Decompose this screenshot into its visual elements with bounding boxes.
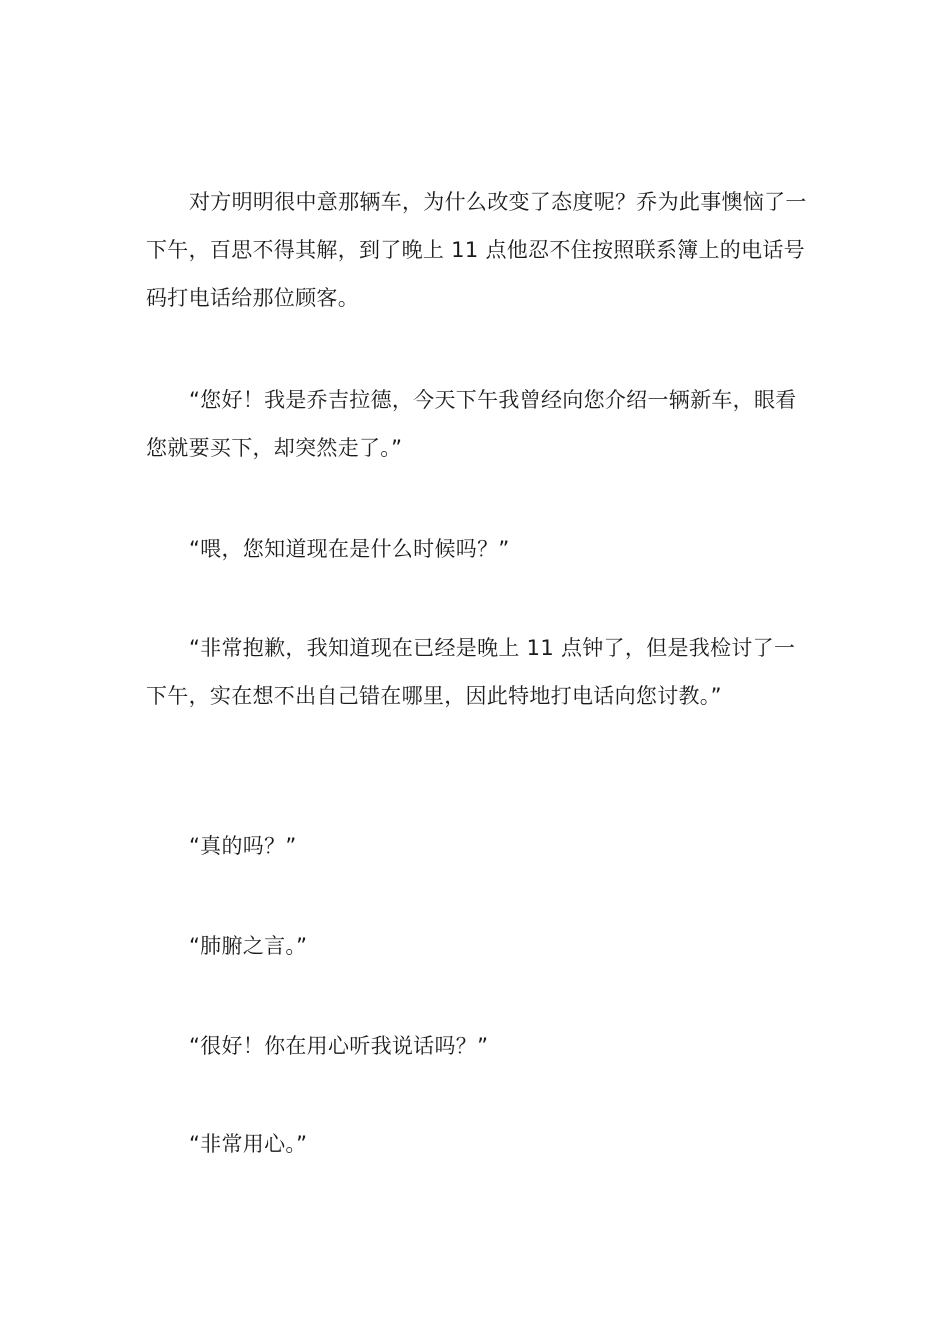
- paragraph-dialogue: “肺腑之言。”: [189, 934, 308, 958]
- paragraph-dialogue: “非常用心。”: [189, 1132, 308, 1156]
- paragraph-dialogue: “很好！你在用心听我说话吗？”: [189, 1034, 489, 1058]
- paragraph-dialogue: “您好！我是乔吉拉德，今天下午我曾经向您介绍一辆新车，眼看您就要买下，却突然走了。”: [146, 388, 797, 460]
- paragraph-dialogue: “喂，您知道现在是什么时候吗？”: [189, 537, 510, 561]
- paragraph-dialogue: “真的吗？”: [189, 834, 297, 858]
- paragraph-narration: 对方明明很中意那辆车，为什么改变了态度呢？乔为此事懊恼了一下午，百思不得其解，到了晚上 11 点他忍不住按照联系簿上的电话号码打电话给那位顾客。: [146, 190, 807, 310]
- paragraph-dialogue: “非常抱歉，我知道现在已经是晚上 11 点钟了，但是我检讨了一下午，实在想不出自己错在哪里，因此特地打电话向您讨教。”: [146, 636, 796, 708]
